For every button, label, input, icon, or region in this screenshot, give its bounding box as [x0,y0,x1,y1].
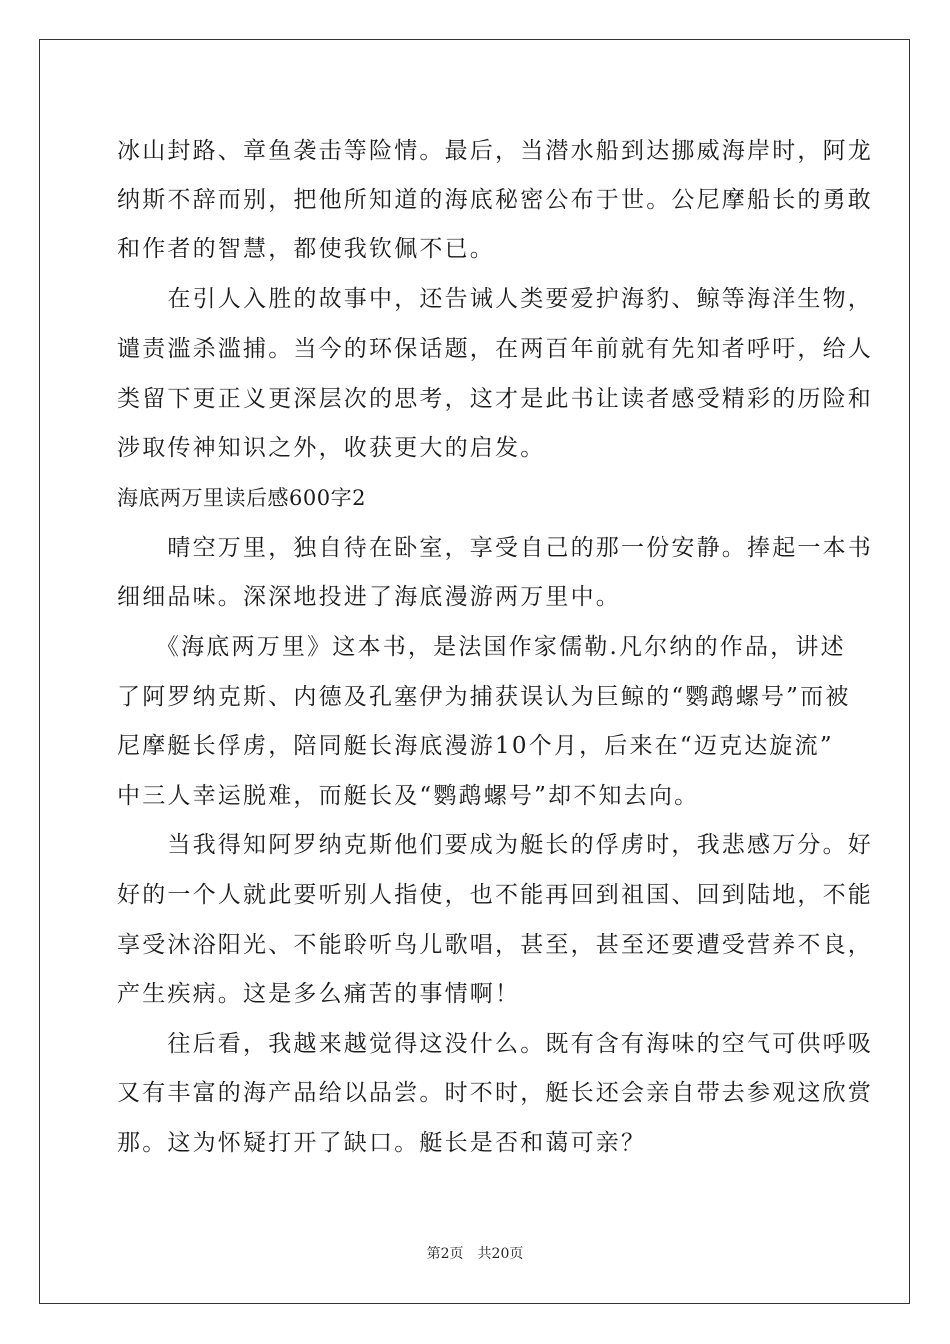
page-footer [0,1243,950,1263]
page-border [39,39,910,1304]
text-line: 和作者的智慧，都使我钦佩不已。 [117,236,495,262]
text-line: 往后看，我越来越觉得这没什么。既有含有海味的空气可供呼吸 [117,1031,873,1057]
text-line: 《海底两万里》这本书，是法国作家儒勒.凡尔纳的作品，讲述 [117,634,846,660]
text-line: 那。这为怀疑打开了缺口。艇长是否和蔼可亲？ [117,1130,647,1156]
text-line: 涉取传神知识之外，收获更大的启发。 [117,435,546,461]
text-line: 又有丰富的海产品给以品尝。时不时，艇长还会亲自带去参观这欣赏 [117,1080,873,1106]
page-number: 第2页 [426,1246,464,1262]
text-line: 纳斯不辞而别，把他所知道的海底秘密公布于世。公尼摩船长的勇敢 [117,187,873,213]
text-line: 冰山封路、章鱼袭击等险情。最后，当潜水船到达挪威海岸时，阿龙 [117,138,873,164]
text-line: 类留下更正义更深层次的思考，这才是此书让读者感受精彩的历险和 [117,386,873,412]
text-line: 产生疾病。这是多么痛苦的事情啊！ [117,981,521,1007]
text-line: 当我得知阿罗纳克斯他们要成为艇长的俘虏时，我悲感万分。好 [117,832,873,858]
text-line: 在引人入胜的故事中，还告诫人类要爱护海豹、鲸等海洋生物， [117,286,873,312]
text-line: 中三人幸运脱难，而艇长及“鹦鹉螺号”却不知去向。 [117,783,700,809]
text-line: 谴责滥杀滥捕。当今的环保话题，在两百年前就有先知者呼吁，给人 [117,336,873,362]
page-total: 共20页 [477,1246,524,1262]
text-line: 了阿罗纳克斯、内德及孔塞伊为捕获误认为巨鲸的“鹦鹉螺号”而被 [117,684,851,710]
text-line: 尼摩艇长俘虏，陪同艇长海底漫游10个月，后来在“迈克达旋流” [117,733,834,759]
section-heading: 海底两万里读后感600字2 [117,486,366,510]
text-line: 细细品味。深深地投进了海底漫游两万里中。 [117,584,621,610]
text-line: 享受沐浴阳光、不能聆听鸟儿歌唱，甚至，甚至还要遭受营养不良， [117,932,873,958]
text-line: 好的一个人就此要听别人指使，也不能再回到祖国、回到陆地，不能 [117,882,873,908]
text-line: 晴空万里，独自待在卧室，享受自己的那一份安静。捧起一本书 [117,535,873,561]
